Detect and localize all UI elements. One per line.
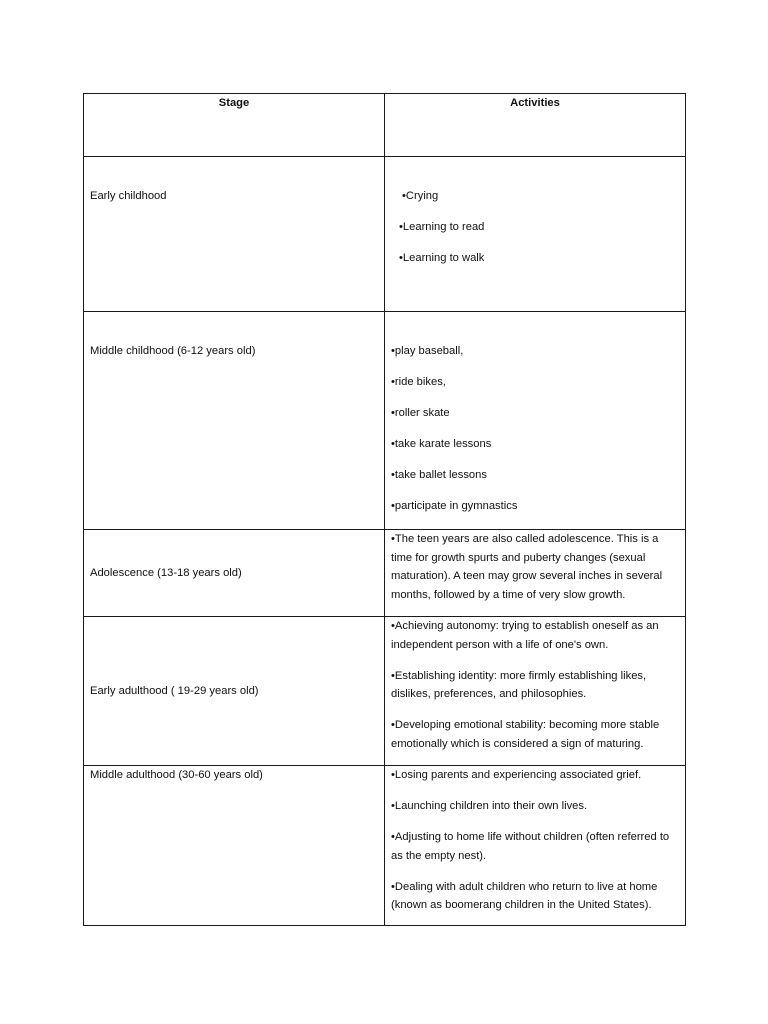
activities-cell — [385, 766, 686, 926]
stage-cell — [84, 312, 385, 530]
stage-cell — [84, 157, 385, 312]
activity-item: •participate in gymnastics — [391, 500, 518, 512]
activities-list — [399, 187, 679, 268]
activity-item: •Crying — [402, 190, 439, 202]
activity-item: •play baseball, — [391, 345, 464, 357]
stage-label: Early childhood — [90, 190, 167, 202]
activity-item: •Launching children into their own lives. — [391, 800, 588, 812]
header-activities — [385, 94, 686, 157]
activity-item: •Establishing identity: more firmly establishing likes, dislikes, preferences, and philosophies. — [391, 669, 647, 700]
activities-cell — [385, 157, 686, 312]
header-stage — [84, 94, 385, 157]
activities-list — [391, 530, 679, 604]
header-activities-label: Activities — [510, 97, 560, 109]
stage-cell — [84, 617, 385, 766]
header-stage-label: Stage — [218, 97, 250, 109]
table-row — [84, 617, 686, 766]
life-stages-table — [83, 93, 686, 926]
activity-item: •The teen years are also called adolescence. This is a time for growth spurts and puberty changes (sexual maturation). A teen may grow several inches in several months, followed by a time of very slow growth. — [391, 533, 663, 601]
stage-label: Middle adulthood (30-60 years old) — [90, 769, 263, 781]
stage-label: Middle childhood (6-12 years old) — [90, 345, 256, 357]
activity-item: •roller skate — [391, 407, 450, 419]
stage-label: Adolescence (13-18 years old) — [90, 566, 242, 579]
activity-item: •Dealing with adult children who return to live at home (known as boomerang children in the United States). — [391, 880, 658, 911]
activities-list — [391, 342, 679, 516]
stage-cell — [84, 530, 385, 617]
stage-cell — [84, 766, 385, 926]
table-row — [84, 312, 686, 530]
table-row — [84, 157, 686, 312]
table-row — [84, 766, 686, 926]
activities-list — [391, 617, 679, 753]
activity-item: •take ballet lessons — [391, 469, 487, 481]
activity-item: •Adjusting to home life without children (often referred to as the empty nest). — [391, 831, 670, 862]
activities-list — [391, 766, 679, 915]
activities-cell — [385, 617, 686, 766]
activities-cell — [385, 312, 686, 530]
activity-item: •Learning to read — [399, 221, 485, 233]
stage-label: Early adulthood ( 19-29 years old) — [90, 684, 259, 697]
table-header-row — [84, 94, 686, 157]
activity-item: •Losing parents and experiencing associated grief. — [391, 769, 642, 781]
activity-item: •Developing emotional stability: becoming more stable emotionally which is considered a sign of maturing. — [391, 719, 660, 750]
activity-item: •take karate lessons — [391, 438, 492, 450]
activity-item: •Achieving autonomy: trying to establish oneself as an independent person with a life of one's own. — [391, 620, 659, 651]
activity-item: •Learning to walk — [399, 252, 485, 264]
table-row — [84, 530, 686, 617]
activities-cell — [385, 530, 686, 617]
activity-item: •ride bikes, — [391, 376, 446, 388]
